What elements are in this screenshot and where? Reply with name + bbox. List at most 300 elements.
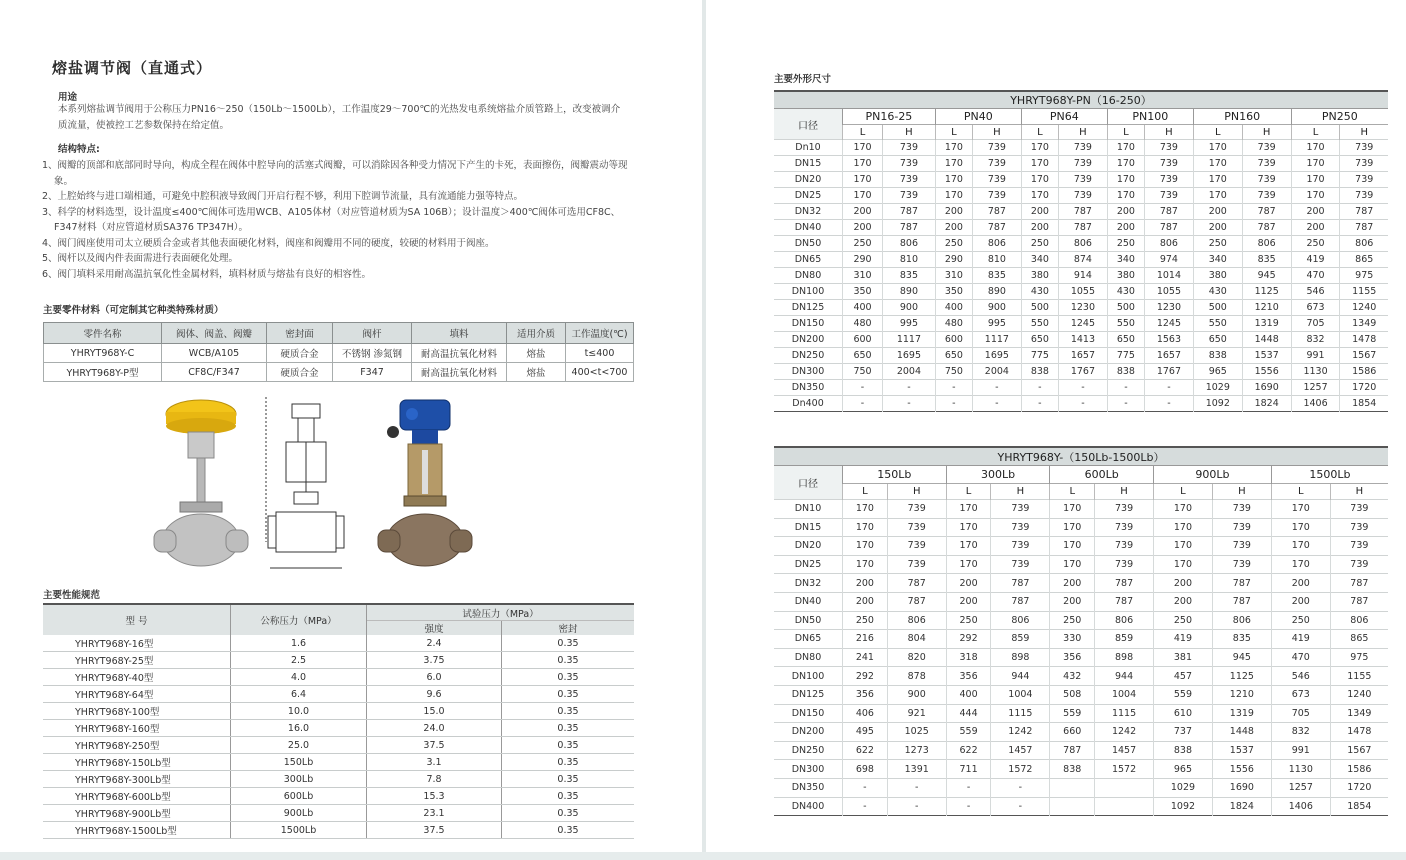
table-cell: 1572 bbox=[991, 760, 1050, 779]
header-length: L bbox=[843, 125, 883, 140]
table-cell: 787 bbox=[1242, 204, 1291, 220]
table-cell: DN65 bbox=[774, 630, 843, 649]
table-cell: 610 bbox=[1154, 704, 1213, 723]
table-cell: 15.3 bbox=[367, 788, 502, 805]
table-cell: 550 bbox=[1193, 316, 1242, 332]
table-row bbox=[774, 537, 1388, 556]
table-cell: YHRYT968Y-250型 bbox=[43, 737, 231, 754]
features-heading: 结构特点: bbox=[58, 144, 100, 155]
table-cell: 250 bbox=[843, 236, 883, 252]
table-cell: YHRYT968Y-600Lb型 bbox=[43, 788, 231, 805]
table-cell: 806 bbox=[972, 236, 1021, 252]
table-cell: 3.75 bbox=[367, 652, 502, 669]
table-cell: 340 bbox=[1193, 252, 1242, 268]
table-cell: 1055 bbox=[1144, 284, 1193, 300]
table-cell: 944 bbox=[1095, 667, 1154, 686]
table-cell: 739 bbox=[1242, 140, 1291, 156]
table-cell: 1854 bbox=[1340, 396, 1388, 412]
table-cell: 430 bbox=[1021, 284, 1058, 300]
table-cell: 0.35 bbox=[502, 669, 635, 686]
table-cell: - bbox=[843, 778, 888, 797]
table-cell: 806 bbox=[991, 611, 1050, 630]
table-cell: 739 bbox=[972, 140, 1021, 156]
table-cell: 806 bbox=[883, 236, 936, 252]
table-caption: YHRYT968Y-（150Lb-1500Lb） bbox=[774, 447, 1388, 466]
table-cell: 1273 bbox=[887, 741, 946, 760]
dimension-table-pn bbox=[774, 90, 1388, 412]
group-header-row bbox=[774, 109, 1388, 125]
header-test-pressure: 试验压力（MPa） bbox=[367, 604, 635, 621]
table-cell: 500 bbox=[1193, 300, 1242, 316]
table-cell: 975 bbox=[1340, 268, 1388, 284]
table-cell: 300Lb bbox=[231, 771, 367, 788]
table-row bbox=[774, 685, 1388, 704]
table-cell: 1537 bbox=[1212, 741, 1271, 760]
table-cell: 559 bbox=[946, 723, 991, 742]
table-cell: 170 bbox=[1021, 156, 1058, 172]
table-cell: 470 bbox=[1271, 648, 1330, 667]
table-cell: - bbox=[883, 396, 936, 412]
table-cell: 2004 bbox=[883, 364, 936, 380]
table-cell: 419 bbox=[1271, 630, 1330, 649]
table-cell: 1155 bbox=[1330, 667, 1388, 686]
table-cell: 430 bbox=[1193, 284, 1242, 300]
table-cell: 216 bbox=[843, 630, 888, 649]
table-cell: 1854 bbox=[1330, 797, 1388, 816]
table-row bbox=[774, 268, 1388, 284]
table-cell: 775 bbox=[1021, 348, 1058, 364]
table-row bbox=[774, 778, 1388, 797]
dimensions-heading: 主要外形尺寸 bbox=[774, 74, 832, 85]
table-row bbox=[774, 741, 1388, 760]
table-cell: 945 bbox=[1212, 648, 1271, 667]
table-cell: YHRYT968Y-C bbox=[44, 344, 162, 363]
table-cell: 419 bbox=[1291, 252, 1340, 268]
table-cell: 340 bbox=[1107, 252, 1144, 268]
table-cell: - bbox=[972, 380, 1021, 396]
table-cell: 975 bbox=[1330, 648, 1388, 667]
header-model: 型 号 bbox=[43, 604, 231, 635]
header-height: H bbox=[1212, 484, 1271, 500]
table-cell: DN300 bbox=[774, 364, 843, 380]
table-cell: 1586 bbox=[1330, 760, 1388, 779]
feature-item: 5、阀杆以及阀内件表面需进行表面硬化处理。 bbox=[42, 253, 239, 264]
table-cell: 1478 bbox=[1340, 332, 1388, 348]
header-length: L bbox=[1193, 125, 1242, 140]
table-cell: 0.35 bbox=[502, 754, 635, 771]
table-cell: DN40 bbox=[774, 220, 843, 236]
table-cell: 170 bbox=[1271, 518, 1330, 537]
table-cell: 739 bbox=[1330, 518, 1388, 537]
table-cell: 739 bbox=[972, 156, 1021, 172]
table-cell: DN250 bbox=[774, 741, 843, 760]
table-cell: 787 bbox=[972, 204, 1021, 220]
table-cell: 739 bbox=[1144, 156, 1193, 172]
table-row bbox=[774, 760, 1388, 779]
table-cell: 310 bbox=[843, 268, 883, 284]
table-cell: Dn400 bbox=[774, 396, 843, 412]
table-cell: YHRYT968Y-40型 bbox=[43, 669, 231, 686]
table-cell: 739 bbox=[1058, 140, 1107, 156]
table-cell: 200 bbox=[1271, 574, 1330, 593]
table-cell: 739 bbox=[1330, 555, 1388, 574]
table-cell: 750 bbox=[843, 364, 883, 380]
table-cell: 787 bbox=[1242, 220, 1291, 236]
table-cell: 787 bbox=[1095, 574, 1154, 593]
table-cell: DN20 bbox=[774, 172, 843, 188]
table-row bbox=[774, 518, 1388, 537]
materials-header-cell: 填料 bbox=[412, 323, 507, 344]
table-cell: 400 bbox=[946, 685, 991, 704]
table-row bbox=[43, 805, 634, 822]
table-cell: 1029 bbox=[1193, 380, 1242, 396]
table-cell: 0.35 bbox=[502, 822, 635, 839]
table-cell: 698 bbox=[843, 760, 888, 779]
table-cell: DN10 bbox=[774, 500, 843, 519]
table-cell: - bbox=[946, 778, 991, 797]
table-cell: 170 bbox=[935, 188, 972, 204]
table-row bbox=[44, 363, 634, 382]
table-cell: 739 bbox=[1212, 537, 1271, 556]
table-cell: DN25 bbox=[774, 188, 843, 204]
table-cell: 170 bbox=[1291, 172, 1340, 188]
table-cell: 170 bbox=[1271, 555, 1330, 574]
table-cell: 170 bbox=[1291, 140, 1340, 156]
table-cell: 1349 bbox=[1330, 704, 1388, 723]
table-cell: YHRYT968Y-900Lb型 bbox=[43, 805, 231, 822]
group-header: 1500Lb bbox=[1271, 466, 1388, 484]
table-cell: 470 bbox=[1291, 268, 1340, 284]
table-cell: 900Lb bbox=[231, 805, 367, 822]
table-cell: 170 bbox=[1271, 537, 1330, 556]
table-cell: 787 bbox=[1058, 220, 1107, 236]
table-cell: 200 bbox=[1021, 220, 1058, 236]
table-cell: - bbox=[1144, 396, 1193, 412]
table-cell: 1240 bbox=[1330, 685, 1388, 704]
table-cell: 1155 bbox=[1340, 284, 1388, 300]
header-height: H bbox=[1095, 484, 1154, 500]
table-cell: 1537 bbox=[1242, 348, 1291, 364]
header-diameter: 口径 bbox=[774, 466, 843, 500]
table-row bbox=[774, 348, 1388, 364]
bottom-band bbox=[0, 852, 1406, 860]
table-cell: 739 bbox=[1212, 555, 1271, 574]
table-row bbox=[774, 630, 1388, 649]
table-cell: 739 bbox=[1095, 555, 1154, 574]
table-cell: 150Lb bbox=[231, 754, 367, 771]
table-cell: 200 bbox=[1271, 592, 1330, 611]
table-cell: 170 bbox=[843, 518, 888, 537]
table-cell: - bbox=[946, 797, 991, 816]
table-row bbox=[774, 204, 1388, 220]
table-row bbox=[774, 300, 1388, 316]
table-cell: 380 bbox=[1107, 268, 1144, 284]
table-cell: 250 bbox=[843, 611, 888, 630]
table-cell: - bbox=[887, 797, 946, 816]
table-cell: 898 bbox=[991, 648, 1050, 667]
table-cell: 739 bbox=[991, 537, 1050, 556]
table-cell: 480 bbox=[843, 316, 883, 332]
valve-illustrations bbox=[150, 392, 480, 582]
features-list bbox=[42, 158, 642, 282]
table-cell: 1567 bbox=[1340, 348, 1388, 364]
table-cell: 23.1 bbox=[367, 805, 502, 822]
table-row bbox=[43, 686, 634, 703]
table-cell: 1448 bbox=[1212, 723, 1271, 742]
table-cell: 1230 bbox=[1144, 300, 1193, 316]
table-cell: 673 bbox=[1271, 685, 1330, 704]
table-cell: 739 bbox=[1242, 172, 1291, 188]
group-header: 150Lb bbox=[843, 466, 947, 484]
table-cell: DN50 bbox=[774, 611, 843, 630]
table-cell: 250 bbox=[1271, 611, 1330, 630]
table-cell: 熔盐 bbox=[507, 363, 566, 382]
table-cell: 400<t<700 bbox=[566, 363, 634, 382]
table-cell: 705 bbox=[1271, 704, 1330, 723]
table-cell: 787 bbox=[1050, 741, 1095, 760]
table-cell: 550 bbox=[1021, 316, 1058, 332]
table-cell: 170 bbox=[1154, 537, 1213, 556]
table-cell: 250 bbox=[946, 611, 991, 630]
group-header: PN100 bbox=[1107, 109, 1193, 125]
table-cell: 耐高温抗氧化材料 bbox=[412, 363, 507, 382]
table-cell: 739 bbox=[1340, 156, 1388, 172]
table-cell: 739 bbox=[1144, 188, 1193, 204]
materials-header-cell: 适用介质 bbox=[507, 323, 566, 344]
table-cell: 381 bbox=[1154, 648, 1213, 667]
header-length: L bbox=[1291, 125, 1340, 140]
table-cell: - bbox=[1058, 396, 1107, 412]
table-cell: 310 bbox=[935, 268, 972, 284]
table-cell: 15.0 bbox=[367, 703, 502, 720]
table-row bbox=[43, 652, 634, 669]
group-header-row bbox=[774, 466, 1388, 484]
table-cell: 170 bbox=[1193, 140, 1242, 156]
usage-text-line2: 质流量，使被控工艺参数保持在给定值。 bbox=[58, 120, 230, 131]
right-page bbox=[706, 0, 1406, 860]
table-cell: 200 bbox=[1154, 592, 1213, 611]
table-cell: 170 bbox=[935, 172, 972, 188]
materials-table bbox=[43, 322, 634, 382]
table-cell: 739 bbox=[1144, 172, 1193, 188]
table-row bbox=[774, 396, 1388, 412]
table-cell: 739 bbox=[972, 172, 1021, 188]
table-cell: 1125 bbox=[1212, 667, 1271, 686]
table-cell: 250 bbox=[1050, 611, 1095, 630]
table-cell: 1657 bbox=[1144, 348, 1193, 364]
table-cell: 739 bbox=[1095, 500, 1154, 519]
table-row bbox=[774, 188, 1388, 204]
materials-header-cell: 密封面 bbox=[267, 323, 333, 344]
table-cell: 170 bbox=[1107, 140, 1144, 156]
table-cell: - bbox=[1021, 396, 1058, 412]
group-header: PN16-25 bbox=[843, 109, 936, 125]
table-cell: 739 bbox=[887, 500, 946, 519]
table-cell: 739 bbox=[1242, 156, 1291, 172]
table-row bbox=[774, 236, 1388, 252]
table-cell: 1245 bbox=[1144, 316, 1193, 332]
table-cell: 739 bbox=[887, 537, 946, 556]
table-cell: - bbox=[883, 380, 936, 396]
table-caption-row bbox=[774, 91, 1388, 109]
table-cell: 1586 bbox=[1340, 364, 1388, 380]
table-cell: 739 bbox=[1340, 140, 1388, 156]
table-cell: 6.4 bbox=[231, 686, 367, 703]
table-cell: 550 bbox=[1107, 316, 1144, 332]
header-length: L bbox=[1021, 125, 1058, 140]
table-cell: 600Lb bbox=[231, 788, 367, 805]
group-header: PN250 bbox=[1291, 109, 1388, 125]
table-cell: 170 bbox=[1050, 537, 1095, 556]
table-cell: 37.5 bbox=[367, 737, 502, 754]
table-cell: 739 bbox=[1058, 188, 1107, 204]
table-row bbox=[43, 669, 634, 686]
table-cell: 250 bbox=[1291, 236, 1340, 252]
table-cell: 705 bbox=[1291, 316, 1340, 332]
table-cell: 200 bbox=[843, 220, 883, 236]
group-header: 900Lb bbox=[1154, 466, 1272, 484]
table-cell: 170 bbox=[843, 537, 888, 556]
table-row bbox=[774, 704, 1388, 723]
table-cell: 711 bbox=[946, 760, 991, 779]
table-cell: 739 bbox=[1058, 172, 1107, 188]
table-cell: 1572 bbox=[1095, 760, 1154, 779]
table-cell: 170 bbox=[843, 555, 888, 574]
table-cell: 170 bbox=[1154, 518, 1213, 537]
table-cell: 900 bbox=[887, 685, 946, 704]
table-cell: 16.0 bbox=[231, 720, 367, 737]
table-cell: 739 bbox=[972, 188, 1021, 204]
table-cell: DN300 bbox=[774, 760, 843, 779]
table-cell: 739 bbox=[1095, 518, 1154, 537]
table-cell: 1014 bbox=[1144, 268, 1193, 284]
table-cell: 1695 bbox=[883, 348, 936, 364]
table-cell: 200 bbox=[1193, 220, 1242, 236]
table-cell: 170 bbox=[1193, 172, 1242, 188]
table-cell: 835 bbox=[1242, 252, 1291, 268]
table-cell: 650 bbox=[1107, 332, 1144, 348]
table-cell: DN15 bbox=[774, 156, 843, 172]
table-cell: 1117 bbox=[883, 332, 936, 348]
left-page bbox=[0, 0, 702, 860]
table-cell: 806 bbox=[1095, 611, 1154, 630]
table-cell: 944 bbox=[991, 667, 1050, 686]
table-cell: 250 bbox=[1021, 236, 1058, 252]
header-height: H bbox=[991, 484, 1050, 500]
feature-item: 1、阀瓣的顶部和底部同时导向，构成全程在阀体中腔导向的活塞式阀瓣，可以消除因各种受力情况下产生的卡死，表面擦伤，阀瓣震动等现象。 bbox=[42, 160, 628, 187]
table-cell: 200 bbox=[1107, 204, 1144, 220]
table-cell: 739 bbox=[1242, 188, 1291, 204]
table-cell: 995 bbox=[972, 316, 1021, 332]
header-height: H bbox=[1242, 125, 1291, 140]
table-cell: 500 bbox=[1107, 300, 1144, 316]
group-header: PN160 bbox=[1193, 109, 1291, 125]
table-cell: 170 bbox=[935, 140, 972, 156]
table-cell: 480 bbox=[935, 316, 972, 332]
table-cell: 650 bbox=[935, 348, 972, 364]
table-cell: 0.35 bbox=[502, 805, 635, 822]
table-cell: 330 bbox=[1050, 630, 1095, 649]
table-cell: 170 bbox=[946, 537, 991, 556]
table-cell: 1240 bbox=[1340, 300, 1388, 316]
table-cell: 914 bbox=[1058, 268, 1107, 284]
table-cell: 787 bbox=[883, 220, 936, 236]
header-nominal-pressure: 公称压力（MPa） bbox=[231, 604, 367, 635]
table-row bbox=[774, 316, 1388, 332]
table-cell: 24.0 bbox=[367, 720, 502, 737]
table-row bbox=[774, 574, 1388, 593]
table-cell: 406 bbox=[843, 704, 888, 723]
table-cell: 37.5 bbox=[367, 822, 502, 839]
table-cell: 170 bbox=[1050, 518, 1095, 537]
table-cell: 660 bbox=[1050, 723, 1095, 742]
table-cell: 170 bbox=[935, 156, 972, 172]
table-cell: 0.35 bbox=[502, 686, 635, 703]
table-cell: 170 bbox=[946, 555, 991, 574]
table-cell: 600 bbox=[843, 332, 883, 348]
table-cell: 739 bbox=[991, 518, 1050, 537]
table-cell: - bbox=[1021, 380, 1058, 396]
table-cell: 775 bbox=[1107, 348, 1144, 364]
table-row bbox=[774, 723, 1388, 742]
table-cell: 0.35 bbox=[502, 635, 635, 652]
feature-item: 6、阀门填料采用耐高温抗氧化性金属材料，填料材质与熔盐有良好的相容性。 bbox=[42, 268, 372, 280]
table-row bbox=[774, 500, 1388, 519]
table-cell: 1029 bbox=[1154, 778, 1213, 797]
table-cell: DN125 bbox=[774, 685, 843, 704]
table-cell: 1319 bbox=[1242, 316, 1291, 332]
table-caption-row bbox=[774, 447, 1388, 466]
table-cell: DN15 bbox=[774, 518, 843, 537]
table-cell: 1092 bbox=[1193, 396, 1242, 412]
table-cell: CF8C/F347 bbox=[162, 363, 267, 382]
table-cell: 硬质合金 bbox=[267, 344, 333, 363]
table-row bbox=[43, 737, 634, 754]
materials-header-cell: 阀体、阀盖、阀瓣 bbox=[162, 323, 267, 344]
table-cell: 739 bbox=[991, 500, 1050, 519]
table-cell: 650 bbox=[1193, 332, 1242, 348]
table-cell: 835 bbox=[883, 268, 936, 284]
table-cell: 787 bbox=[991, 574, 1050, 593]
table-cell bbox=[1050, 797, 1095, 816]
table-cell: 739 bbox=[883, 140, 936, 156]
table-cell: 1130 bbox=[1271, 760, 1330, 779]
table-cell: F347 bbox=[333, 363, 412, 382]
table-cell: 838 bbox=[1154, 741, 1213, 760]
table-cell: 865 bbox=[1340, 252, 1388, 268]
table-cell: 1117 bbox=[972, 332, 1021, 348]
table-cell: 241 bbox=[843, 648, 888, 667]
table-cell: 350 bbox=[843, 284, 883, 300]
table-cell: 495 bbox=[843, 723, 888, 742]
table-cell: 838 bbox=[1021, 364, 1058, 380]
table-cell: 965 bbox=[1193, 364, 1242, 380]
table-cell: 200 bbox=[935, 220, 972, 236]
table-cell: 787 bbox=[972, 220, 1021, 236]
table-cell: 1130 bbox=[1291, 364, 1340, 380]
table-cell: 6.0 bbox=[367, 669, 502, 686]
table-cell: 1230 bbox=[1058, 300, 1107, 316]
table-cell: 787 bbox=[1144, 204, 1193, 220]
table-cell: 1406 bbox=[1291, 396, 1340, 412]
table-cell: 739 bbox=[1058, 156, 1107, 172]
table-cell: 1125 bbox=[1242, 284, 1291, 300]
table-cell: YHRYT968Y-64型 bbox=[43, 686, 231, 703]
table-cell: 1242 bbox=[1095, 723, 1154, 742]
table-cell: 292 bbox=[946, 630, 991, 649]
table-cell: 0.35 bbox=[502, 720, 635, 737]
table-row bbox=[43, 635, 634, 652]
